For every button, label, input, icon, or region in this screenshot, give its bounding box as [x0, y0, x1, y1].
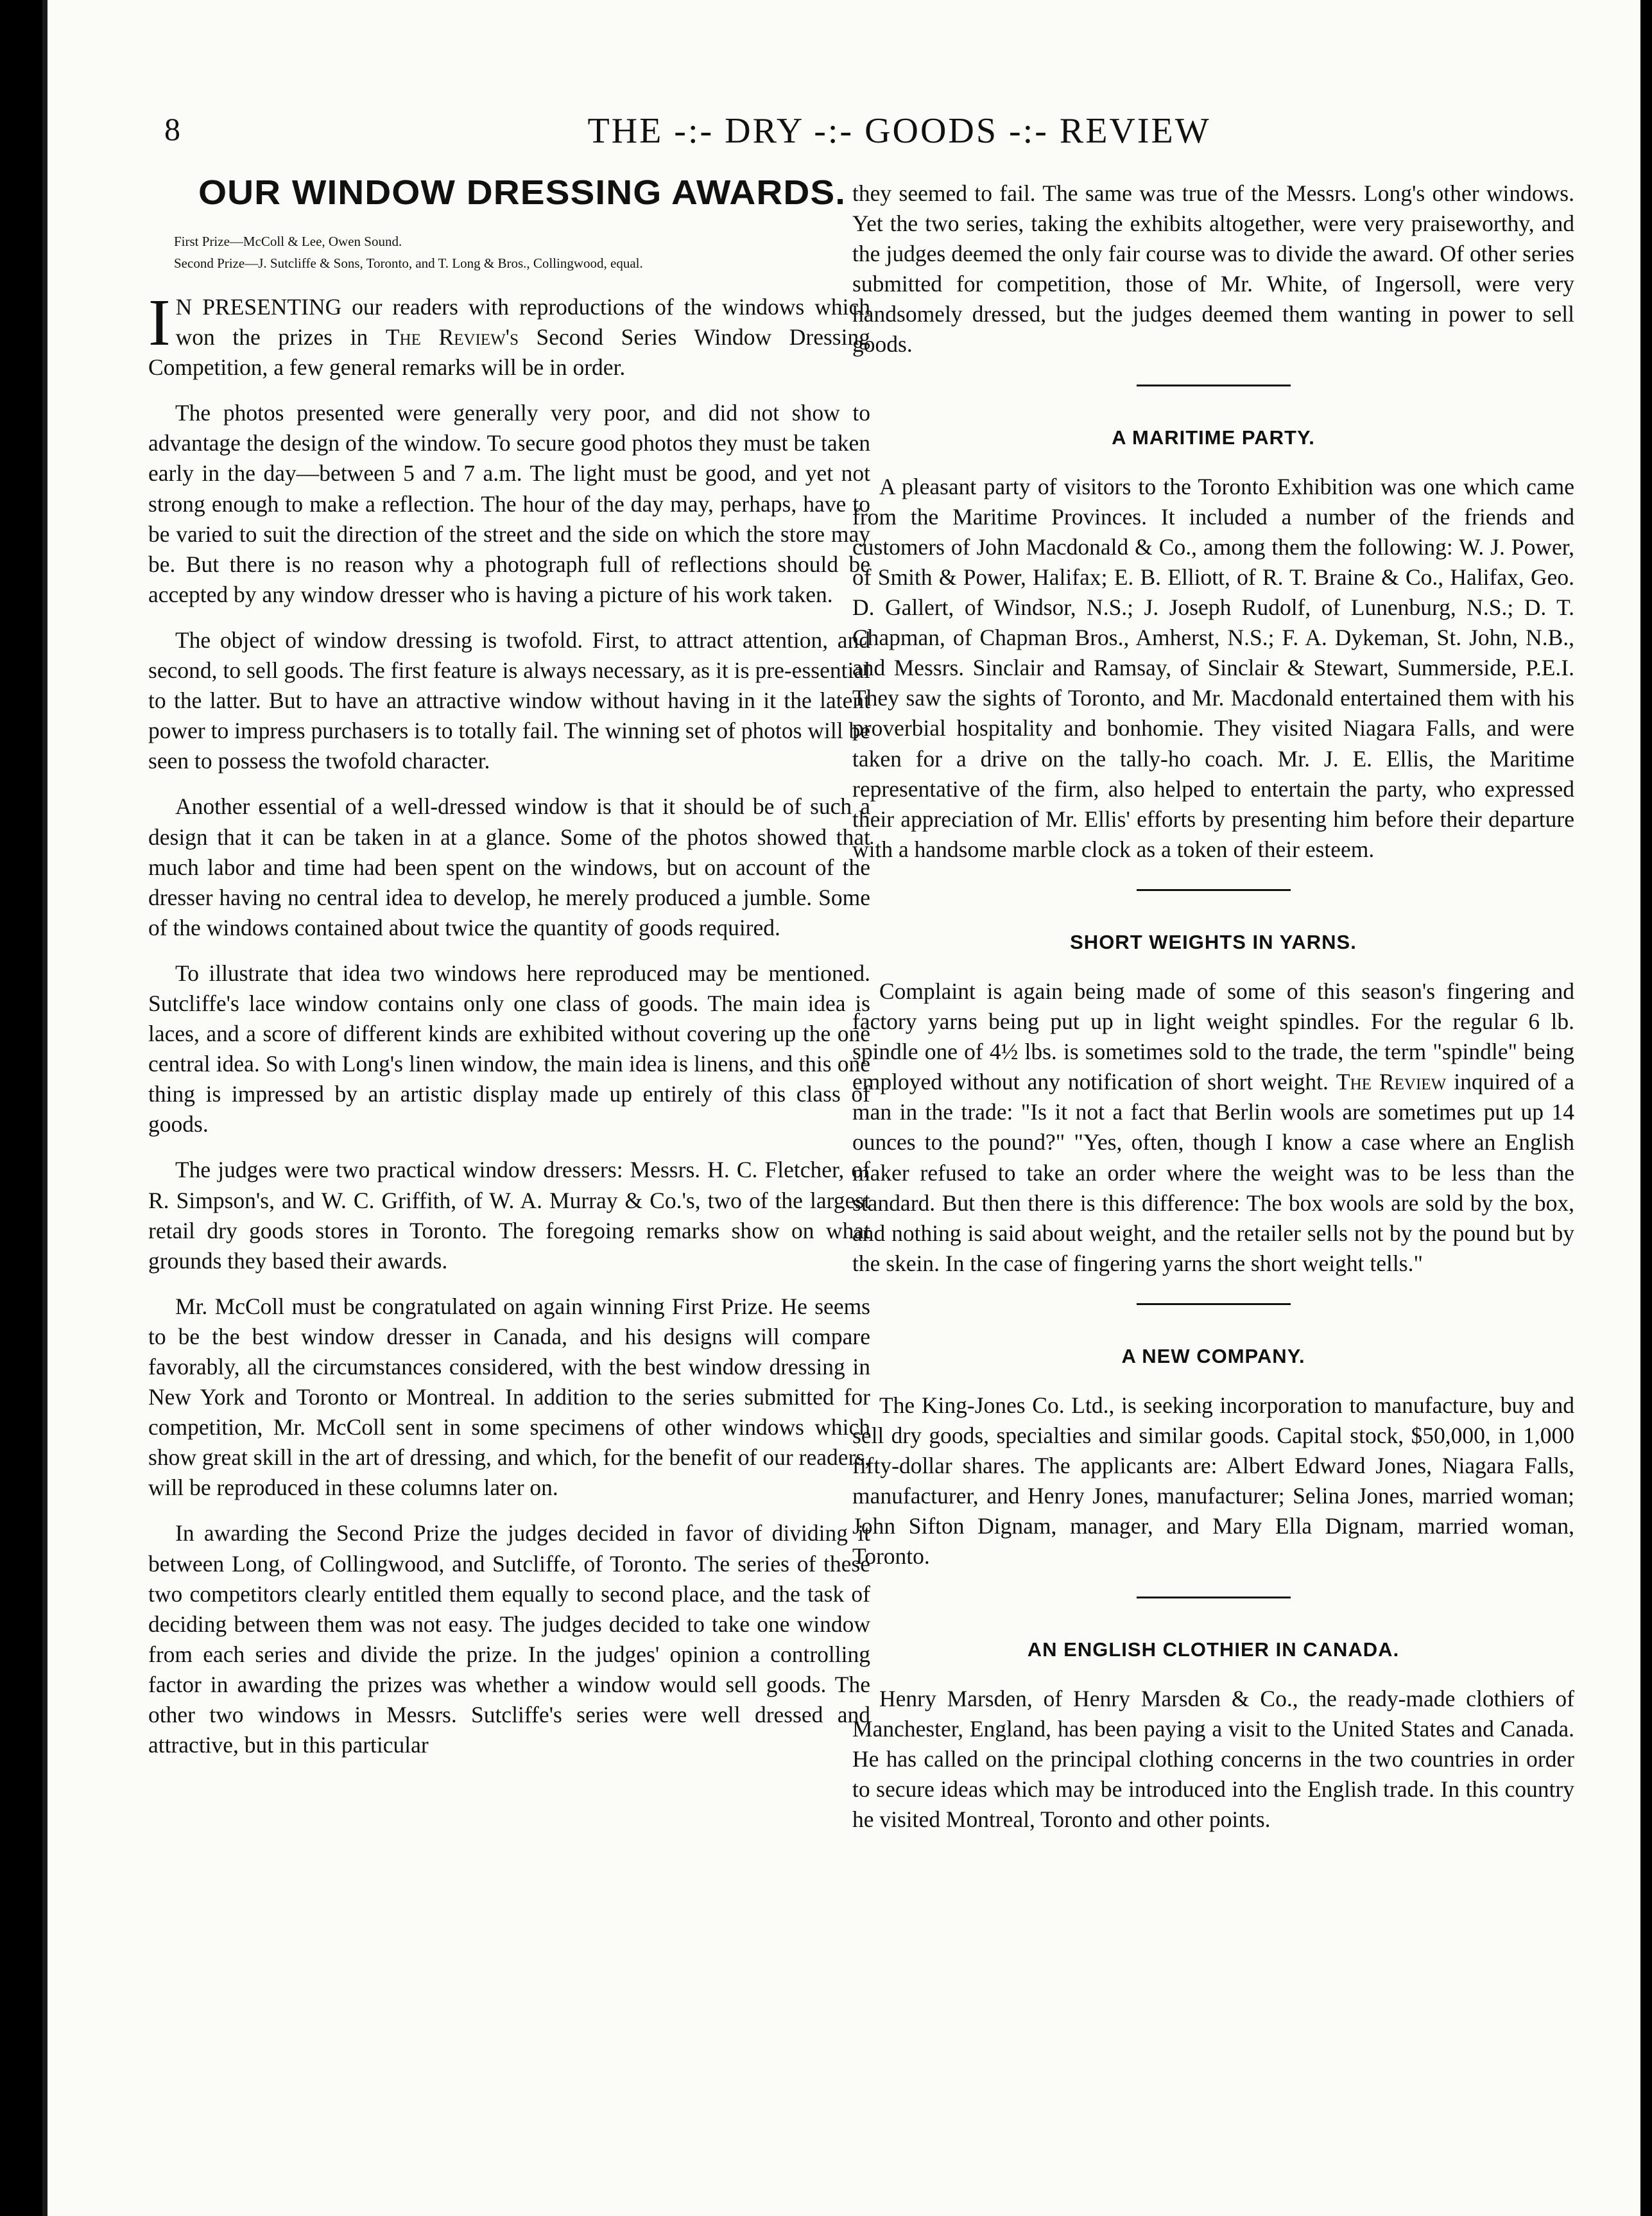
- yarns-body: [852, 976, 1574, 1279]
- intro-text-b: Second Series Window Dressing Competition, a few general remarks will be in order.: [148, 324, 870, 381]
- article-paragraph: Another essential of a well-dressed window is that it should be of such a design that it can be taken in at a glance. Some of the photos showed that much labor and time had been spent on the windows, but on account of the dresser having no central idea to develop, he merely produced a jumble. Some of the windows contained about twice the quantity of goods required.: [148, 793, 870, 940]
- yarns-text-b: inquired of a man in the trade: "Is it not a fact that Berlin wools are sometimes put up 14 ounces to the pound?" "Yes, often, though I know a case where an English maker refused to take an order where the weight was to be less than the standard. But then there is this difference: The box wools are sold by the box, and nothing is said about weight, and the retailer sells not by the pound but by the skein. In the case of fingering yarns the short weight tells.": [852, 1069, 1574, 1276]
- section-divider: [1137, 889, 1291, 891]
- company-title: A NEW COMPANY.: [1121, 1344, 1305, 1367]
- article-paragraph: The judges were two practical window dressers: Messrs. H. C. Fletcher, of R. Simpson's, and W. C. Griffith, of W. A. Murray & Co.'s, two of the largest retail dry goods stores in Toronto. The foregoing remarks show on what grounds they based their awards.: [148, 1157, 870, 1274]
- section-divider: [1137, 385, 1291, 386]
- article-title: OUR WINDOW DRESSING AWARDS.: [198, 173, 847, 212]
- second-prize-line: Second Prize—J. Sutcliffe & Sons, Toronto, and T. Long & Bros., Collingwood, equal.: [174, 255, 643, 271]
- section-divider: [1137, 1303, 1291, 1305]
- scan-edge: [42, 0, 47, 2216]
- article-paragraph: In awarding the Second Prize the judges decided in favor of dividing it between Long, of Collingwood, and Sutcliffe, of Toronto. The series of these two competitors clearly entitled them equally to second place, and the task of deciding between them was not easy. The judges decided to take one window from each series and divide the prize. In the judges' opinion a controlling factor in awarding the prizes was whether a window would sell goods. The other two windows in Messrs. Sutcliffe's series were well dressed and attractive, but in this particular: [148, 1520, 870, 1758]
- clothier-body: Henry Marsden, of Henry Marsden & Co., the ready-made clothiers of Manchester, England, has been paying a visit to the United States and Canada. He has called on the principal clothing concerns in the two countries in order to secure ideas which may be introduced into the English trade. In this country he visited Montreal, Toronto and other points.: [852, 1685, 1574, 1833]
- maritime-body: A pleasant party of visitors to the Toronto Exhibition was one which came from the Maritime Provinces. It included a number of the friends and customers of John Macdonald & Co., among them the following: W. J. Power, of Smith & Power, Halifax; E. B. Elliott, of R. T. Braine & Co., Halifax, Geo. D. Gallert, of Windsor, N.S.; J. Joseph Rudolf, of Lunenburg, N.S.; D. T. Chapman, of Chapman Bros., Amherst, N.S.; F. A. Dykeman, St. John, N.B., and Messrs. Sinclair and Ramsay, of Sinclair & Stewart, Summerside, P.E.I. They saw the sights of Toronto, and Mr. Macdonald entertained them with his proverbial hospitality and bonhomie. They visited Niagara Falls, and were taken for a drive on the tally-ho coach. Mr. J. E. Ellis, the Maritime representative of the firm, also helped to entertain the party, who expressed their appreciation of Mr. Ellis' efforts by presenting him before their departure with a handsome marble clock as a token of their esteem.: [852, 473, 1574, 862]
- right-column: [852, 178, 1574, 1850]
- yarns-text-a: Complaint is again being made of some of this season's fingering and factory yarns being put up in light weight spindles. For the regular 6 lb. spindle one of 4½ lbs. is sometimes sold to the trade, the term "spindle" being employed without any notification of short weight.: [852, 978, 1574, 1095]
- intro-text-a: N PRESENTING our readers with reproductions of the windows which won the prizes in: [175, 294, 870, 351]
- article-paragraph: The photos presented were generally very poor, and did not show to advantage the design of the window. To secure good photos they must be taken early in the day—between 5 and 7 a.m. The light must be good, and yet not strong enough to make a reflection. The hour of the day may, perhaps, have to be varied to suit the direction of the street and the side on which the store may be. But there is no reason why a photograph full of reflections should be accepted by any window dresser who is having a picture of his work taken.: [148, 400, 870, 607]
- article-paragraph: Mr. McColl must be congratulated on again winning First Prize. He seems to be the best window dresser in Canada, and his designs will compare favorably, all the circumstances considered, with the best window dressing in New York and Toronto or Montreal. In addition to the series submitted for competition, Mr. McColl sent in some specimens of other windows which show great skill in the art of dressing, and which, for the benefit of our readers, will be reproduced in these columns later on.: [148, 1293, 870, 1501]
- clothier-title: AN ENGLISH CLOTHIER IN CANADA.: [1027, 1638, 1400, 1661]
- article-paragraph: To illustrate that idea two windows here reproduced may be mentioned. Sutcliffe's lace window contains only one class of goods. The main idea is laces, and a score of different kinds are exhibited without covering up the one central idea. So with Long's linen window, the main idea is linens, and this one thing is impressed by an artistic display made up entirely of this class of goods.: [148, 960, 870, 1138]
- section-divider: [1137, 1597, 1291, 1598]
- intro-review: The Review's: [385, 324, 519, 351]
- yarns-review: The Review: [1336, 1069, 1447, 1095]
- left-column: [148, 170, 870, 1776]
- article-continuation: they seemed to fail. The same was true of the Messrs. Long's other windows. Yet the two series, taking the exhibits altogether, were very praiseworthy, and the judges deemed the only fair course was to divide the award. Of other series submitted for competition, those of Mr. White, of Ingersoll, were very handsomely dressed, but the judges deemed them wanting in power to sell goods.: [852, 180, 1574, 358]
- article-paragraph-intro: [148, 286, 870, 383]
- article-paragraph: The object of window dressing is twofold. First, to attract attention, and second, to sell goods. The first feature is always necessary, as it is pre-essential to the latter. But to have an attractive window without having in it the latent power to impress purchasers is to totally fail. The winning set of photos will be seen to possess the twofold character.: [148, 627, 870, 774]
- newspaper-page: [42, 0, 1640, 2216]
- maritime-title: A MARITIME PARTY.: [1112, 426, 1315, 449]
- first-prize-line: First Prize—McColl & Lee, Owen Sound.: [174, 234, 402, 249]
- yarns-title: SHORT WEIGHTS IN YARNS.: [1070, 930, 1357, 953]
- company-body: The King-Jones Co. Ltd., is seeking incorporation to manufacture, buy and sell dry goods, specialties and similar goods. Capital stock, $50,000, in 1,000 fifty-dollar shares. The applicants are: Albert Edward Jones, Niagara Falls, manufacturer, and Henry Jones, manufacturer; Selina Jones, married woman; John Sifton Dignam, manager, and Mary Ella Dignam, married woman, Toronto.: [852, 1392, 1574, 1570]
- drop-cap: I: [148, 286, 171, 359]
- page-header: [151, 104, 1647, 162]
- masthead: THE -:- DRY -:- GOODS -:- REVIEW: [587, 111, 1211, 151]
- page-number: 8: [164, 111, 180, 147]
